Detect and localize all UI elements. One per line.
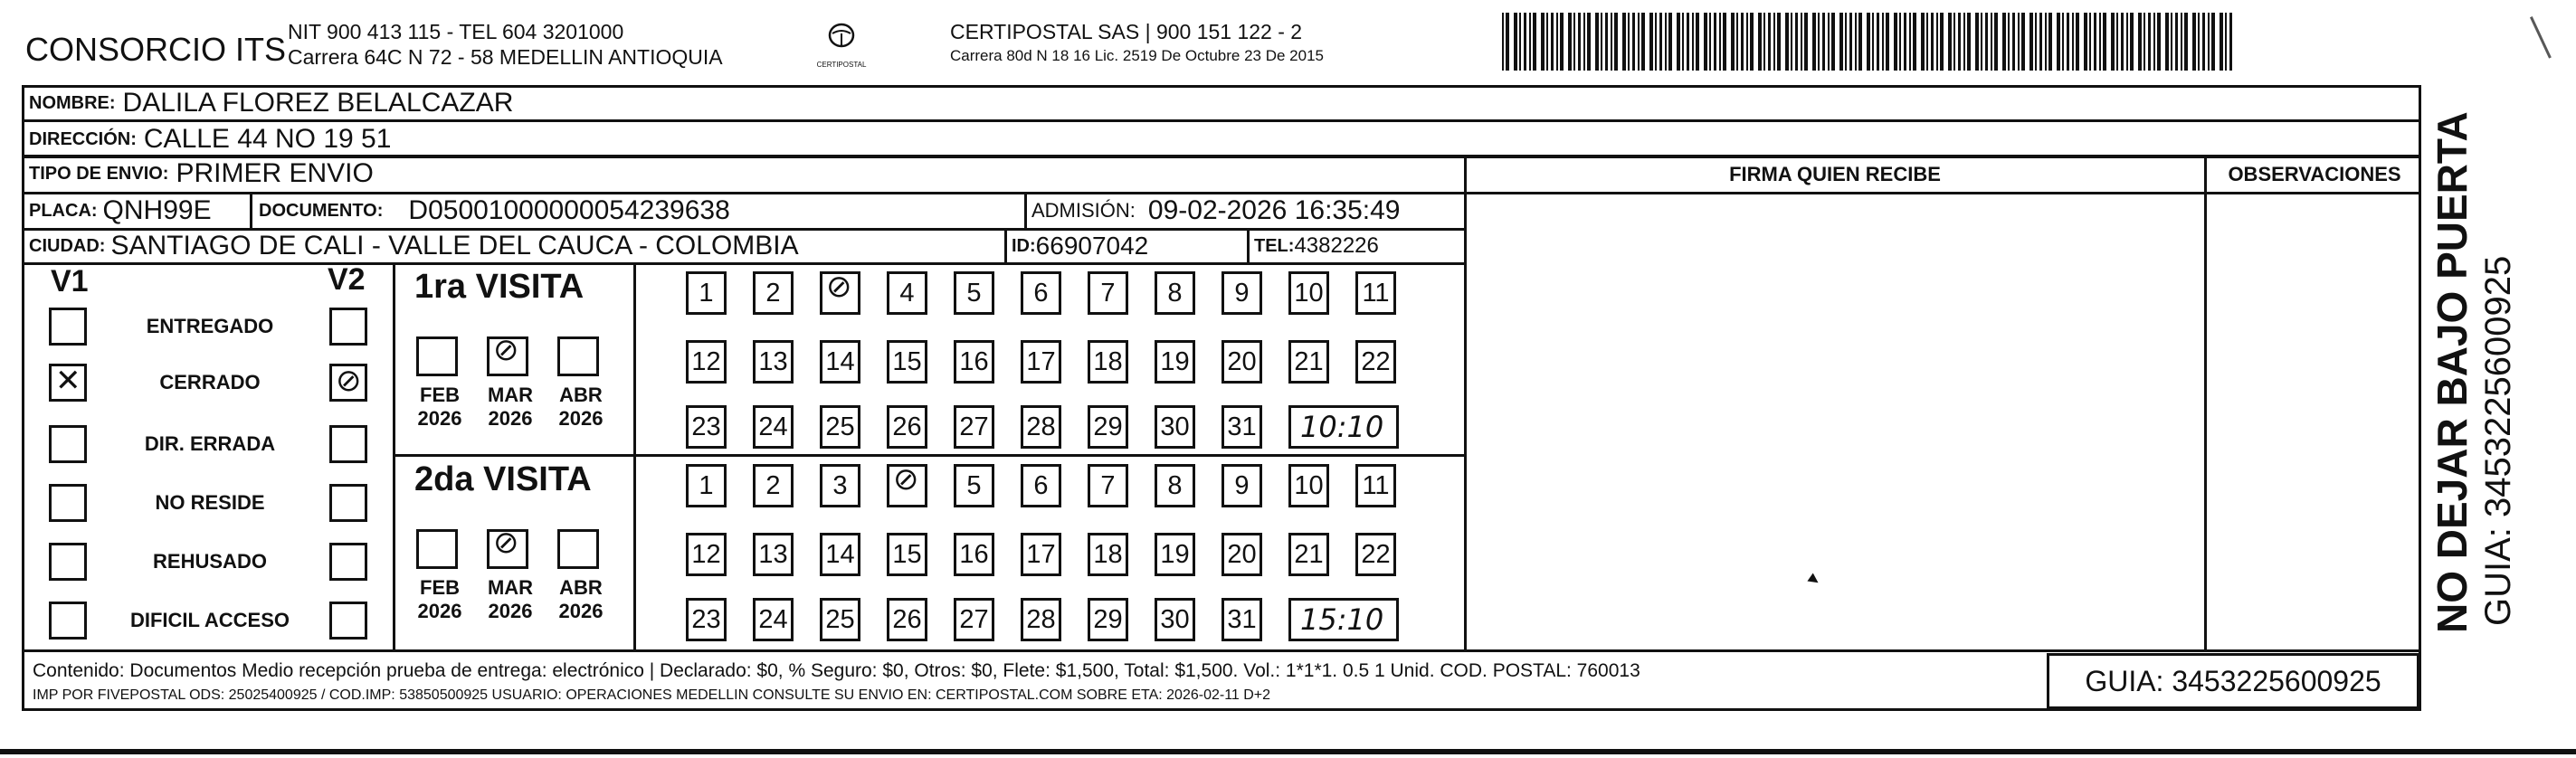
courier-license: Carrera 80d N 18 16 Lic. 2519 De Octubre 23 De 2015 — [950, 47, 1324, 64]
day-box[interactable]: 23 — [686, 598, 727, 641]
visit-title: 1ra VISITA — [414, 268, 585, 306]
id-value: 66907042 — [1035, 232, 1149, 260]
day-box[interactable]: 29 — [1088, 405, 1128, 449]
day-box[interactable]: 17 — [1021, 533, 1061, 576]
tipo-envio-row — [29, 156, 374, 192]
imp-text: IMP POR FIVEPOSTAL ODS: 25025400925 / COD.IMP: 53850500925 USUARIO: OPERACIONES MEDELLIN CONSULTE SU ENVIO EN: CERTIPOSTAL.COM SOBRE ETA: 2026-02-11 D+2 — [33, 687, 1271, 703]
certipostal-logo — [813, 20, 870, 69]
day-box[interactable]: 13 — [753, 533, 794, 576]
barcode — [1502, 13, 2235, 71]
placa-label: PLACA: — [29, 200, 98, 221]
day-box[interactable]: 31 — [1221, 598, 1262, 641]
month-checkbox[interactable] — [416, 336, 458, 376]
logo-icon — [813, 20, 870, 56]
month-label — [413, 384, 467, 431]
month-name: MAR — [487, 576, 534, 599]
day-box[interactable]: 30 — [1155, 598, 1195, 641]
day-box[interactable]: 28 — [1021, 405, 1061, 449]
day-box[interactable]: 14 — [820, 533, 860, 576]
day-box[interactable]: 30 — [1155, 405, 1195, 449]
day-box[interactable]: 18 — [1088, 533, 1128, 576]
signature-area[interactable] — [1468, 194, 2203, 649]
day-box[interactable]: 4 — [887, 271, 927, 315]
corner-mark — [2530, 5, 2576, 58]
tel-label: TEL: — [1254, 235, 1295, 256]
month-checkbox[interactable] — [487, 525, 528, 569]
v1-label: V1 — [51, 264, 89, 298]
day-box[interactable]: 24 — [753, 598, 794, 641]
handwritten-day-mark: ⊘ — [826, 269, 852, 305]
visit-time: 10:10 — [1300, 410, 1384, 444]
day-box[interactable]: 19 — [1155, 533, 1195, 576]
day-box[interactable]: 27 — [954, 405, 994, 449]
day-box[interactable]: 13 — [753, 340, 794, 384]
v1-checkbox[interactable] — [49, 602, 87, 640]
day-box[interactable]: 19 — [1155, 340, 1195, 384]
day-box[interactable]: 18 — [1088, 340, 1128, 384]
month-label — [554, 384, 608, 431]
day-box[interactable] — [887, 461, 927, 507]
day-box[interactable]: 15 — [887, 533, 927, 576]
v1-checkbox[interactable] — [49, 543, 87, 581]
documento-value: D05001000000054239638 — [408, 195, 730, 225]
month-label — [413, 576, 467, 623]
day-box[interactable]: 1 — [686, 271, 727, 315]
handwritten-mark: ⊘ — [493, 525, 519, 561]
day-box[interactable]: 9 — [1221, 271, 1262, 315]
status-option-label: DIR. ERRADA — [144, 432, 276, 455]
month-name: FEB — [420, 576, 460, 599]
month-name: MAR — [487, 384, 534, 406]
day-box[interactable]: 7 — [1088, 271, 1128, 315]
month-label — [483, 576, 537, 623]
month-label — [483, 384, 537, 431]
v2-checkbox[interactable] — [329, 425, 367, 463]
v2-checkbox[interactable] — [329, 308, 367, 346]
month-checkbox[interactable] — [557, 529, 599, 569]
direccion-value: CALLE 44 NO 19 51 — [143, 124, 392, 154]
month-checkbox[interactable] — [557, 336, 599, 376]
tipo-envio-value: PRIMER ENVIO — [176, 158, 374, 188]
admision-value: 09-02-2026 16:35:49 — [1147, 195, 1401, 225]
month-name: ABR — [559, 576, 603, 599]
month-year: 2026 — [488, 407, 533, 430]
day-box[interactable]: 12 — [686, 533, 727, 576]
month-year: 2026 — [558, 600, 604, 622]
day-box[interactable]: 2 — [753, 464, 794, 507]
day-box[interactable]: 28 — [1021, 598, 1061, 641]
company-address: Carrera 64C N 72 - 58 MEDELLIN ANTIOQUIA — [288, 45, 723, 69]
day-box[interactable]: 7 — [1088, 464, 1128, 507]
status-option-label: ENTREGADO — [146, 315, 274, 337]
status-option-label: DIFICIL ACCESO — [129, 609, 290, 631]
v2-checkbox[interactable] — [329, 602, 367, 640]
v1-checkbox[interactable] — [49, 484, 87, 522]
month-year: 2026 — [558, 407, 604, 430]
day-box[interactable]: 6 — [1021, 271, 1061, 315]
day-box[interactable]: 10 — [1288, 464, 1329, 507]
v2-checkbox[interactable] — [329, 543, 367, 581]
day-box[interactable]: 1 — [686, 464, 727, 507]
day-box[interactable]: 5 — [954, 271, 994, 315]
observaciones-header: OBSERVACIONES — [2228, 163, 2401, 185]
v1-checkbox[interactable] — [49, 364, 87, 402]
day-box[interactable]: 12 — [686, 340, 727, 384]
day-box[interactable]: 26 — [887, 405, 927, 449]
placa-value: QNH99E — [102, 195, 212, 225]
placa-row — [29, 193, 212, 229]
v1-checkbox[interactable] — [49, 425, 87, 463]
ciudad-label: CIUDAD: — [29, 235, 106, 256]
ciudad-row — [29, 228, 799, 264]
day-box[interactable]: 9 — [1221, 464, 1262, 507]
documento-cell — [259, 193, 730, 229]
day-box[interactable]: 10 — [1288, 271, 1329, 315]
v2-checkbox[interactable] — [329, 364, 367, 402]
day-box[interactable]: 20 — [1221, 533, 1262, 576]
day-box[interactable]: 2 — [753, 271, 794, 315]
status-option-label: REHUSADO — [153, 550, 267, 573]
day-box[interactable]: 16 — [954, 340, 994, 384]
month-checkbox[interactable] — [487, 332, 528, 376]
month-name: ABR — [559, 384, 603, 406]
visit-time: 15:10 — [1300, 602, 1384, 637]
day-box[interactable]: 17 — [1021, 340, 1061, 384]
nombre-label: NOMBRE: — [29, 92, 116, 113]
no-dejar-warning: NO DEJAR BAJO PUERTA — [2429, 111, 2476, 633]
day-box[interactable]: 11 — [1355, 271, 1396, 315]
day-box[interactable]: 31 — [1221, 405, 1262, 449]
nombre-row — [29, 85, 513, 121]
documento-label: DOCUMENTO: — [259, 200, 384, 221]
month-year: 2026 — [417, 407, 462, 430]
v2-checkbox[interactable] — [329, 484, 367, 522]
handwritten-day-mark: ⊘ — [893, 461, 919, 497]
id-cell — [1012, 228, 1148, 264]
day-box[interactable]: 20 — [1221, 340, 1262, 384]
tel-value: 4382226 — [1294, 233, 1379, 258]
day-box[interactable]: 3 — [820, 464, 860, 507]
day-box[interactable]: 21 — [1288, 533, 1329, 576]
status-option-label: CERRADO — [159, 371, 261, 393]
company-name: CONSORCIO ITS — [25, 31, 287, 68]
direccion-row — [29, 121, 391, 157]
guia-box — [2047, 653, 2419, 709]
month-checkbox[interactable] — [416, 529, 458, 569]
day-box[interactable]: 8 — [1155, 464, 1195, 507]
logo-caption: CERTIPOSTAL — [816, 61, 867, 69]
admision-cell — [1031, 193, 1400, 229]
day-box[interactable]: 25 — [820, 598, 860, 641]
day-box[interactable]: 6 — [1021, 464, 1061, 507]
day-box[interactable]: 22 — [1355, 340, 1396, 384]
day-box[interactable]: 5 — [954, 464, 994, 507]
day-box[interactable]: 27 — [954, 598, 994, 641]
ciudad-value: SANTIAGO DE CALI - VALLE DEL CAUCA - COLOMBIA — [110, 231, 799, 261]
courier-name: CERTIPOSTAL SAS | 900 151 122 - 2 — [950, 20, 1303, 43]
day-box[interactable]: 8 — [1155, 271, 1195, 315]
day-box[interactable]: 22 — [1355, 533, 1396, 576]
visit-time-box[interactable] — [1288, 598, 1399, 641]
day-box[interactable]: 14 — [820, 340, 860, 384]
day-box[interactable]: 29 — [1088, 598, 1128, 641]
month-year: 2026 — [488, 600, 533, 622]
day-box[interactable]: 11 — [1355, 464, 1396, 507]
tipo-envio-label: TIPO DE ENVIO: — [29, 163, 169, 184]
company-nit: NIT 900 413 115 - TEL 604 3201000 — [288, 20, 624, 43]
admision-label: ADMISIÓN: — [1031, 199, 1136, 222]
side-guia: GUIA: 3453225600925 — [2478, 255, 2518, 626]
handwritten-x-mark: ✕ — [55, 363, 81, 399]
day-box[interactable]: 15 — [887, 340, 927, 384]
direccion-label: DIRECCIÓN: — [29, 128, 137, 149]
guia-footer: GUIA: 3453225600925 — [2085, 664, 2381, 697]
pen-tick: ▸ — [1803, 567, 1826, 592]
contenido-text: Contenido: Documentos Medio recepción prueba de entrega: electrónico | Declarado: $0, % Seguro: $0, Otros: $0, Flete: $1,500, Total: $1,500. Vol.: 1*1*1. 0.5 1 Unid. COD. POSTAL: 760013 — [33, 660, 1640, 681]
bottom-strip — [0, 749, 2576, 754]
month-year: 2026 — [417, 600, 462, 622]
status-option-label: NO RESIDE — [155, 491, 265, 514]
tel-cell — [1254, 228, 1379, 264]
day-box[interactable]: 23 — [686, 405, 727, 449]
visit-title: 2da VISITA — [414, 460, 592, 498]
month-name: FEB — [420, 384, 460, 406]
day-box[interactable]: 26 — [887, 598, 927, 641]
day-box[interactable]: 16 — [954, 533, 994, 576]
nombre-value: DALILA FLOREZ BELALCAZAR — [122, 88, 514, 118]
v2-label: V2 — [328, 262, 366, 297]
firma-header: FIRMA QUIEN RECIBE — [1729, 163, 1941, 185]
visit-time-box[interactable] — [1288, 405, 1399, 449]
handwritten-slash-mark: ⊘ — [336, 363, 362, 399]
observaciones-area[interactable] — [2208, 194, 2419, 649]
day-box[interactable]: 25 — [820, 405, 860, 449]
id-label: ID: — [1012, 235, 1036, 256]
month-label — [554, 576, 608, 623]
day-box[interactable]: 21 — [1288, 340, 1329, 384]
handwritten-mark: ⊘ — [493, 332, 519, 368]
day-box[interactable]: 24 — [753, 405, 794, 449]
v1-checkbox[interactable] — [49, 308, 87, 346]
day-box[interactable] — [820, 271, 860, 315]
side-text — [2427, 72, 2562, 633]
